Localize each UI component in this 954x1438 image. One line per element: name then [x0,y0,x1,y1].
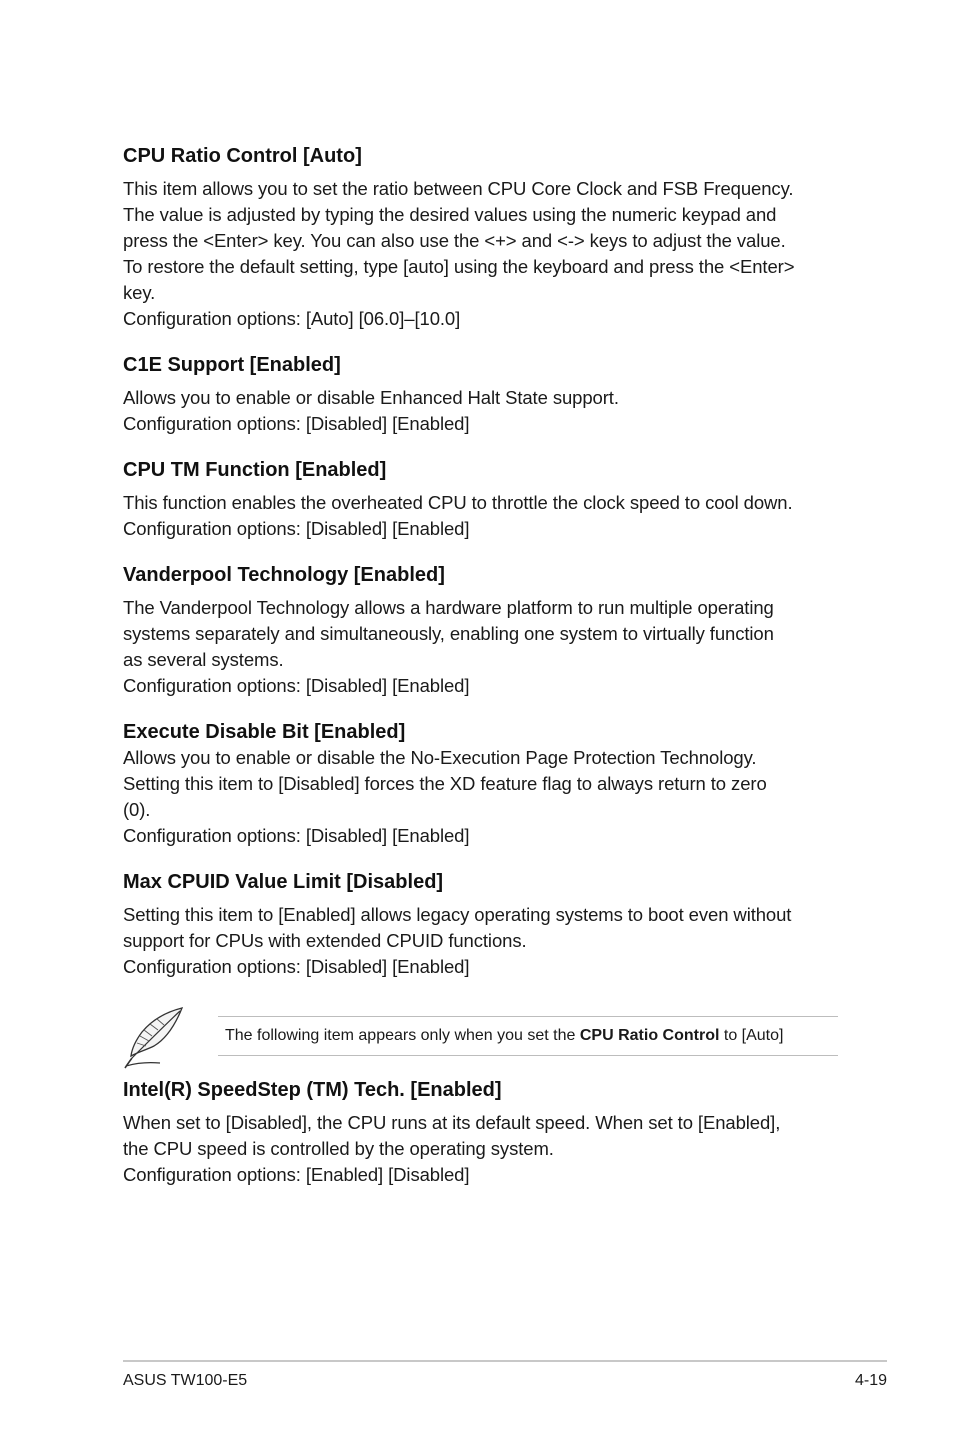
body-line: To restore the default setting, type [auto] using the keyboard and press the <Enter> [123,256,795,277]
section-cpu-tm-function [123,457,843,542]
note-text-before: The following item appears only when you set the [225,1027,580,1044]
feather-quill-icon [122,1006,188,1070]
section-intel-speedstep [123,1077,843,1188]
config-options: Configuration options: [Disabled] [Enabled] [123,518,470,539]
section-heading: Max CPUID Value Limit [Disabled] [123,871,444,893]
section-execute-disable-bit [123,719,843,849]
section-heading: CPU TM Function [Enabled] [123,459,387,481]
body-line: key. [123,282,156,303]
section-heading: Intel(R) SpeedStep (TM) Tech. [Enabled] [123,1079,502,1101]
config-options: Configuration options: [Disabled] [Enabled] [123,675,470,696]
section-body [123,385,843,437]
body-line: This function enables the overheated CPU to throttle the clock speed to cool down. [123,492,793,513]
body-line: The Vanderpool Technology allows a hardware platform to run multiple operating [123,597,774,618]
note-text-after: to [Auto] [719,1027,784,1044]
body-line: systems separately and simultaneously, enabling one system to virtually function [123,623,774,644]
section-cpu-ratio-control [123,143,843,332]
config-options: Configuration options: [Disabled] [Enabled] [123,825,470,846]
note-text-bold: CPU Ratio Control [579,1027,720,1044]
note-text [218,1016,838,1056]
section-heading: CPU Ratio Control [Auto] [123,145,362,167]
footer-divider [123,1360,887,1362]
config-options: Configuration options: [Auto] [06.0]–[10.0] [123,308,461,329]
section-body [123,745,843,849]
config-options: Configuration options: [Enabled] [Disabled] [123,1164,470,1185]
footer-page-number: 4-19 [854,1372,887,1389]
body-line: the CPU speed is controlled by the operating system. [123,1138,554,1159]
section-body [123,902,843,980]
body-line: When set to [Disabled], the CPU runs at its default speed. When set to [Enabled], [123,1112,781,1133]
body-line: (0). [123,799,151,820]
footer-product-name: ASUS TW100-E5 [123,1372,248,1389]
note-callout [122,1006,838,1076]
body-line: support for CPUs with extended CPUID functions. [123,930,527,951]
body-line: This item allows you to set the ratio between CPU Core Clock and FSB Frequency. [123,178,794,199]
section-heading: Vanderpool Technology [Enabled] [123,564,445,586]
config-options: Configuration options: [Disabled] [Enabled] [123,413,470,434]
body-line: Allows you to enable or disable Enhanced Halt State support. [123,387,619,408]
section-c1e-support [123,352,843,437]
body-line: press the <Enter> key. You can also use the <+> and <-> keys to adjust the value. [123,230,786,251]
main-content [123,143,843,980]
section-body [123,1110,843,1188]
body-line: as several systems. [123,649,284,670]
section-body [123,176,843,332]
body-line: Setting this item to [Disabled] forces the XD feature flag to always return to zero [123,773,767,794]
body-line: The value is adjusted by typing the desired values using the numeric keypad and [123,204,777,225]
body-line: Allows you to enable or disable the No-Execution Page Protection Technology. [123,747,757,768]
section-max-cpuid-value-limit [123,869,843,980]
section-body [123,490,843,542]
body-line: Setting this item to [Enabled] allows legacy operating systems to boot even without [123,904,792,925]
section-body [123,595,843,699]
config-options: Configuration options: [Disabled] [Enabled] [123,956,470,977]
section-heading: Execute Disable Bit [Enabled] [123,721,406,743]
section-vanderpool-technology [123,562,843,699]
section-heading: C1E Support [Enabled] [123,354,341,376]
